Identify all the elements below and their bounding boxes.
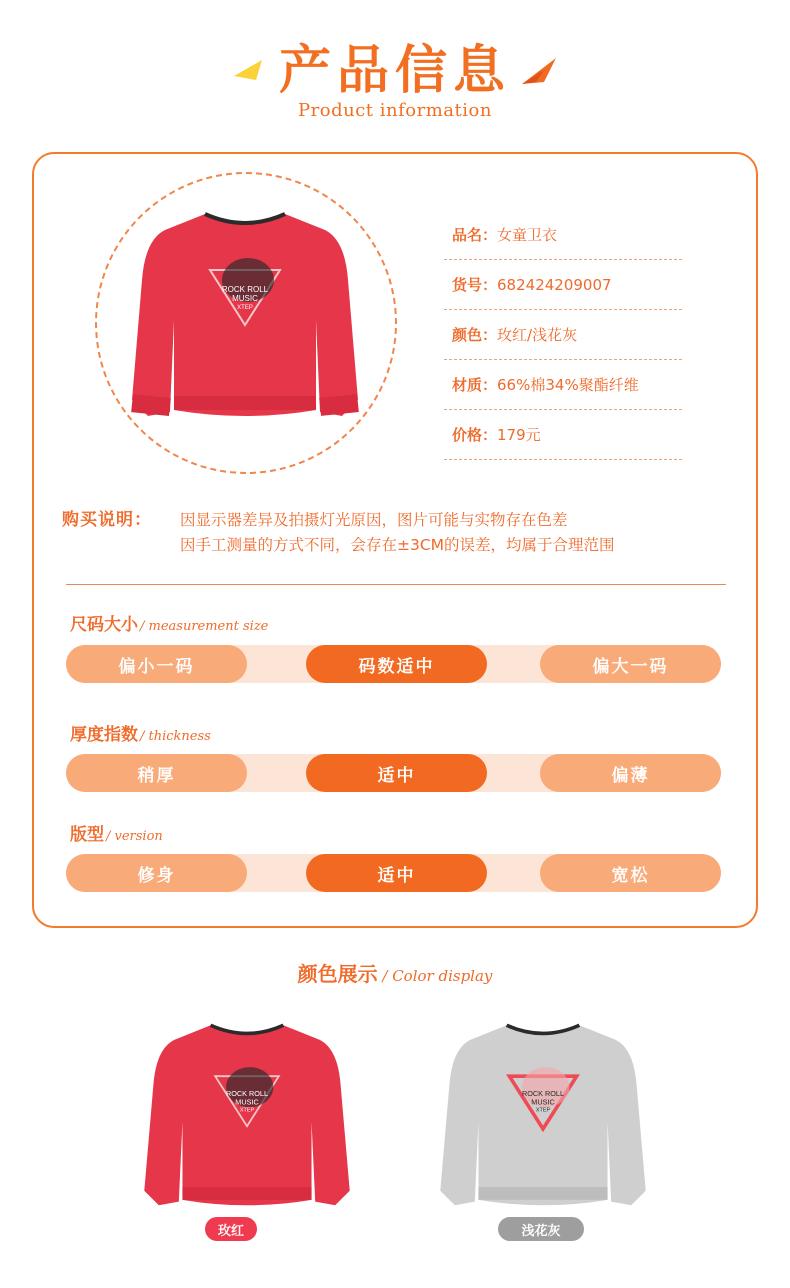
grey-thumb-print-2: MUSIC bbox=[531, 1097, 555, 1107]
version-title: 版型 bbox=[70, 825, 104, 845]
info-row-sku bbox=[444, 260, 682, 310]
thickness-option-thin[interactable]: 偏薄 bbox=[540, 754, 721, 792]
version-title-en: / version bbox=[106, 829, 163, 844]
grey-thumb-print-1: ROCK ROLL bbox=[522, 1089, 564, 1099]
price-label: 价格： bbox=[452, 426, 498, 444]
product-info-list bbox=[444, 210, 682, 460]
print-line-3: XTEP bbox=[237, 305, 253, 311]
name-value: 女童卫衣 bbox=[497, 226, 558, 244]
size-option-small[interactable]: 偏小一码 bbox=[66, 645, 247, 683]
info-row-color bbox=[444, 310, 682, 360]
thickness-option-thick[interactable]: 稍厚 bbox=[66, 754, 247, 792]
grey-thumb-print-3: XTEP bbox=[535, 1107, 551, 1114]
info-row-material bbox=[444, 360, 682, 410]
grey-sweatshirt-thumbnail[interactable] bbox=[428, 1018, 658, 1218]
color-display-title-en: / Color display bbox=[377, 967, 493, 985]
red-sweatshirt-image bbox=[120, 200, 370, 440]
page-header bbox=[0, 0, 790, 140]
size-option-fit[interactable]: 码数适中 bbox=[306, 645, 487, 683]
sku-value: 682424209007 bbox=[497, 275, 612, 294]
thickness-title-en: / thickness bbox=[140, 729, 211, 744]
red-thumb-print-1: ROCK ROLL bbox=[226, 1089, 268, 1099]
purchase-note-line-1: 因显示器差异及拍摄灯光原因，图片可能与实物存在色差 bbox=[180, 511, 568, 529]
red-thumb-print-2: MUSIC bbox=[235, 1097, 259, 1107]
page-title: 产品信息 bbox=[278, 41, 511, 101]
color-display-title bbox=[0, 958, 790, 987]
color-value: 玫红/浅花灰 bbox=[497, 326, 578, 344]
size-section-title bbox=[70, 610, 268, 635]
version-section-title bbox=[70, 820, 163, 845]
size-title: 尺码大小 bbox=[70, 615, 138, 635]
purchase-note-line-2: 因手工测量的方式不同，会存在±3CM的误差，均属于合理范围 bbox=[180, 536, 615, 554]
red-thumb-print-3: XTEP bbox=[239, 1107, 255, 1114]
color-tag-light-grey[interactable]: 浅花灰 bbox=[498, 1217, 584, 1241]
section-divider bbox=[66, 584, 726, 585]
purchase-note-label: 购买说明： bbox=[62, 510, 152, 530]
color-display-title-cn: 颜色展示 bbox=[297, 962, 378, 986]
version-option-regular[interactable]: 适中 bbox=[306, 854, 487, 892]
color-label: 颜色： bbox=[452, 326, 498, 344]
print-line-2: MUSIC bbox=[232, 294, 258, 303]
color-tag-rose-red[interactable]: 玫红 bbox=[205, 1217, 257, 1241]
name-label: 品名： bbox=[452, 226, 498, 244]
red-sweatshirt-thumbnail[interactable] bbox=[132, 1018, 362, 1218]
info-row-name bbox=[444, 210, 682, 260]
print-line-1: ROCK ROLL bbox=[221, 285, 269, 294]
paper-plane-icon bbox=[520, 56, 560, 86]
size-option-large[interactable]: 偏大一码 bbox=[540, 645, 721, 683]
info-row-price bbox=[444, 410, 682, 460]
thickness-scale bbox=[66, 754, 721, 792]
thickness-option-medium[interactable]: 适中 bbox=[306, 754, 487, 792]
size-scale bbox=[66, 645, 721, 683]
size-title-en: / measurement size bbox=[140, 619, 269, 634]
material-label: 材质： bbox=[452, 376, 498, 394]
version-scale bbox=[66, 854, 721, 892]
version-option-loose[interactable]: 宽松 bbox=[540, 854, 721, 892]
thickness-title: 厚度指数 bbox=[70, 725, 138, 745]
version-option-slim[interactable]: 修身 bbox=[66, 854, 247, 892]
price-value: 179元 bbox=[497, 426, 541, 444]
sku-label: 货号： bbox=[452, 276, 498, 294]
page-subtitle: Product information bbox=[298, 100, 492, 121]
material-value: 66%棉34%聚酯纤维 bbox=[497, 376, 639, 394]
thickness-section-title bbox=[70, 720, 211, 745]
